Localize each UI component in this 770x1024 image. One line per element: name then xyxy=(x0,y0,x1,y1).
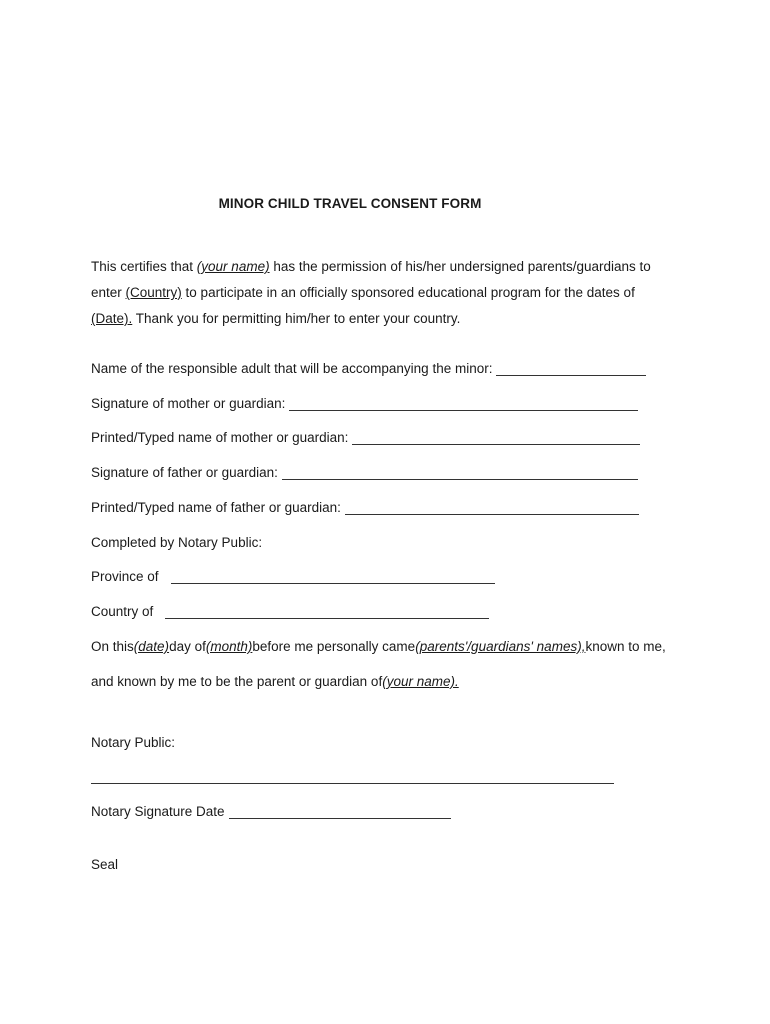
intro-text-2: has the permission of his/her undersigned parents/guardians to enter xyxy=(91,259,651,300)
mother-signature-line[interactable] xyxy=(289,396,638,411)
responsible-adult-label: Name of the responsible adult that will be accompanying the minor: xyxy=(91,361,493,376)
intro-text-3: to participate in an officially sponsored educational program for the dates of xyxy=(181,285,635,300)
month-placeholder: (month) xyxy=(205,639,253,654)
country-row xyxy=(91,604,489,619)
country-placeholder: (Country) xyxy=(125,285,182,300)
statement-text-5: and known by me to be the parent or guardian of xyxy=(91,674,383,689)
statement-text-4: known to me, xyxy=(585,639,666,654)
parents-names-placeholder: (parents'/guardians' names), xyxy=(415,639,586,654)
father-printed-label: Printed/Typed name of father or guardian: xyxy=(91,500,341,515)
statement-text-2: day of xyxy=(169,639,206,654)
mother-signature-label: Signature of mother or guardian: xyxy=(91,396,286,411)
date-placeholder-2: (date) xyxy=(133,639,170,654)
intro-text-1: This certifies that xyxy=(91,259,197,274)
your-name-placeholder: (your name) xyxy=(196,259,270,274)
notary-statement-line-2 xyxy=(91,674,459,689)
responsible-adult-line[interactable] xyxy=(496,361,646,376)
intro-paragraph xyxy=(91,254,671,332)
father-signature-label: Signature of father or guardian: xyxy=(91,465,278,480)
mother-signature-row xyxy=(91,396,638,411)
date-placeholder: (Date). xyxy=(91,311,133,326)
province-label: Province of xyxy=(91,569,159,584)
statement-text-1: On this xyxy=(91,639,134,654)
country-line[interactable] xyxy=(165,604,489,619)
notary-signature-date-label: Notary Signature Date xyxy=(91,804,225,819)
notary-signature-date-row xyxy=(91,804,451,819)
notary-signature-date-line[interactable] xyxy=(229,804,451,819)
mother-printed-row xyxy=(91,430,640,445)
province-row xyxy=(91,569,495,584)
father-signature-line[interactable] xyxy=(282,465,638,480)
father-signature-row xyxy=(91,465,638,480)
notary-completed-label: Completed by Notary Public: xyxy=(91,535,263,550)
country-label: Country of xyxy=(91,604,154,619)
intro-text-4: Thank you for permitting him/her to enter your country. xyxy=(132,311,461,326)
form-title: MINOR CHILD TRAVEL CONSENT FORM xyxy=(218,196,482,211)
notary-completed-row xyxy=(91,535,262,550)
notary-public-row xyxy=(91,735,175,750)
mother-printed-line[interactable] xyxy=(352,430,640,445)
statement-text-3: before me personally came xyxy=(252,639,416,654)
seal-row xyxy=(91,857,118,872)
notary-signature-line[interactable] xyxy=(91,783,614,784)
your-name-placeholder-2: (your name). xyxy=(382,674,459,689)
mother-printed-label: Printed/Typed name of mother or guardian: xyxy=(91,430,349,445)
notary-public-label: Notary Public: xyxy=(91,735,176,750)
notary-statement-line-1 xyxy=(91,639,666,654)
seal-label: Seal xyxy=(91,857,119,872)
province-line[interactable] xyxy=(171,569,495,584)
father-printed-row xyxy=(91,500,639,515)
responsible-adult-row xyxy=(91,361,646,376)
father-printed-line[interactable] xyxy=(345,500,639,515)
